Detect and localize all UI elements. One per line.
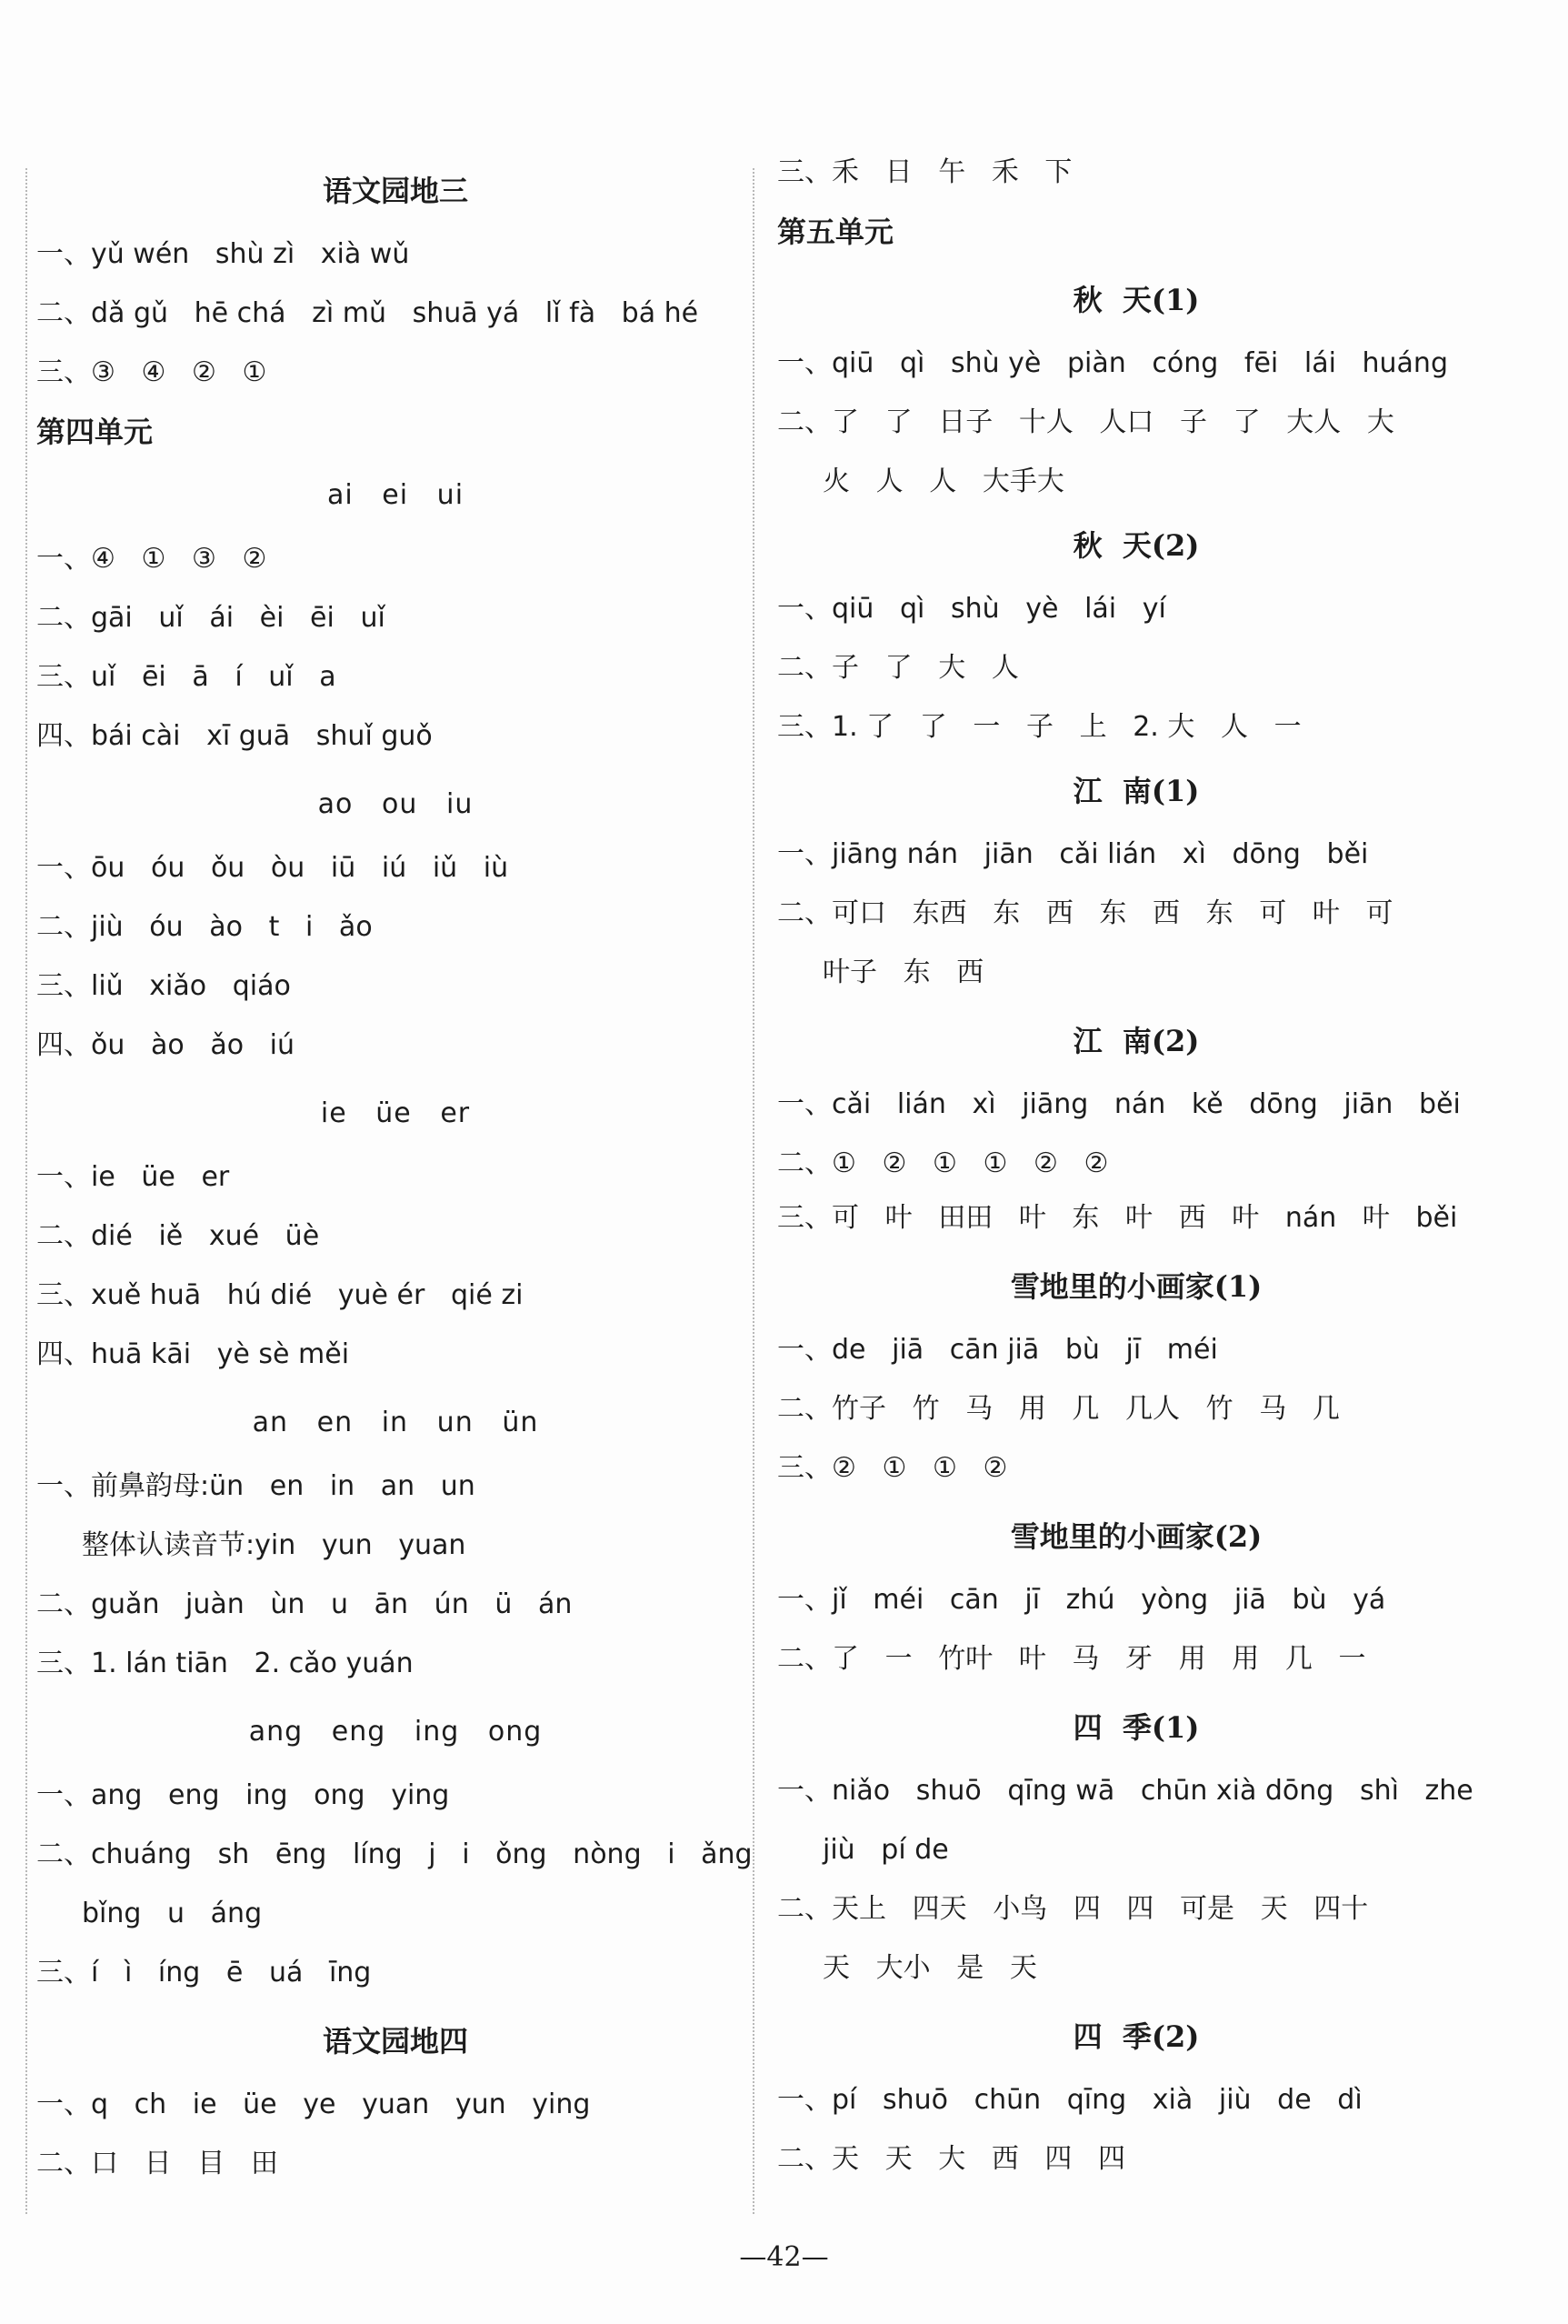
answer-line: 二、竹子 竹 马 用 几 几人 竹 马 几 xyxy=(777,1393,1340,1425)
answer-line: 二、了 一 竹叶 叶 马 牙 用 用 几 一 xyxy=(777,1643,1366,1675)
answer-line: 叶子 东 西 xyxy=(823,957,984,988)
section-heading: 四 季(1) xyxy=(1073,1710,1200,1745)
section-heading: 语文园地四 xyxy=(322,2024,468,2059)
answer-line: 整体认读音节:yin yun yuan xyxy=(82,1529,466,1561)
answer-line: 三、liǔ xiǎo qiáo xyxy=(36,970,291,1002)
right-column xyxy=(777,0,1495,2324)
answer-line: 三、uǐ ēi ā í uǐ a xyxy=(36,661,336,693)
section-heading: 江 南(1) xyxy=(1073,774,1200,808)
answer-line: 三、禾 日 午 禾 下 xyxy=(777,156,1073,188)
answer-line: 三、可 叶 田田 叶 东 叶 西 叶 nán 叶 běi xyxy=(777,1202,1458,1234)
answer-line: 一、cǎi lián xì jiāng nán kě dōng jiān běi xyxy=(777,1088,1461,1120)
lesson-subheading: ai ei ui xyxy=(326,479,464,511)
answer-line: 二、gāi uǐ ái èi ēi uǐ xyxy=(36,602,385,634)
answer-line: 二、天 天 大 西 四 四 xyxy=(777,2143,1126,2175)
section-heading: 语文园地三 xyxy=(322,174,468,208)
lesson-subheading: ao ou iu xyxy=(317,788,474,820)
answer-line: 二、chuáng sh ēng líng j i ǒng nòng i ǎng xyxy=(36,1838,753,1870)
answer-line: 天 大小 是 天 xyxy=(823,1952,1037,1984)
answer-line: 一、qiū qì shù yè lái yí xyxy=(777,593,1166,625)
answer-line: 四、huā kāi yè sè měi xyxy=(36,1338,350,1370)
answer-line: 一、de jiā cān jiā bù jī méi xyxy=(777,1334,1218,1366)
answer-line: 四、bái cài xī guā shuǐ guǒ xyxy=(36,720,433,752)
answer-line: 一、前鼻韵母:ün en in an un xyxy=(36,1470,475,1502)
answer-line: 二、① ② ① ① ② ② xyxy=(777,1147,1109,1179)
answer-line: 二、guǎn juàn ùn u ān ún ü án xyxy=(36,1588,573,1620)
unit-title: 第四单元 xyxy=(36,415,154,449)
section-heading: 秋 天(2) xyxy=(1073,528,1200,563)
section-heading: 雪地里的小画家(2) xyxy=(1010,1519,1263,1554)
answer-line: 一、q ch ie üe ye yuan yun ying xyxy=(36,2089,591,2120)
answer-line: 一、jǐ méi cān jī zhú yòng jiā bù yá xyxy=(777,1584,1386,1616)
section-heading: 江 南(2) xyxy=(1073,1024,1200,1058)
page-number: —42— xyxy=(739,2241,829,2273)
answer-line: 一、pí shuō chūn qīng xià jiù de dì xyxy=(777,2084,1363,2116)
answer-line: 三、í ì íng ē uá īng xyxy=(36,1957,372,1988)
answer-line: 二、子 了 大 人 xyxy=(777,652,1019,684)
answer-line: 二、dǎ gǔ hē chá zì mǔ shuā yá lǐ fà bá hé xyxy=(36,297,699,329)
answer-line: 三、② ① ① ② xyxy=(777,1452,1008,1484)
answer-line: 四、ǒu ào ǎo iú xyxy=(36,1029,295,1061)
section-heading: 四 季(2) xyxy=(1073,2019,1200,2054)
answer-line: 三、1. 了 了 一 子 上 2. 大 人 一 xyxy=(777,711,1302,743)
answer-line: 一、qiū qì shù yè piàn cóng fēi lái huáng xyxy=(777,347,1448,379)
answer-line: 一、niǎo shuō qīng wā chūn xià dōng shì zhe xyxy=(777,1775,1473,1807)
answer-line: 二、dié iě xué üè xyxy=(36,1220,320,1252)
answer-line: jiù pí de xyxy=(823,1834,949,1866)
answer-line: 二、可口 东西 东 西 东 西 东 可 叶 可 xyxy=(777,897,1393,929)
answer-line: 一、yǔ wén shù zì xià wǔ xyxy=(36,238,410,270)
answer-line: bǐng u áng xyxy=(82,1898,263,1929)
answer-line: 二、口 日 目 田 xyxy=(36,2148,278,2179)
answer-line: 一、④ ① ③ ② xyxy=(36,543,267,575)
lesson-subheading: ie üe er xyxy=(320,1097,471,1129)
left-column xyxy=(36,0,754,2324)
lesson-subheading: an en in un ün xyxy=(252,1407,539,1438)
section-heading: 雪地里的小画家(1) xyxy=(1010,1269,1263,1304)
lesson-subheading: ang eng ing ong xyxy=(248,1716,543,1748)
answer-line: 三、③ ④ ② ① xyxy=(36,356,267,388)
answer-line: 一、ang eng ing ong ying xyxy=(36,1779,450,1811)
answer-line: 二、天上 四天 小鸟 四 四 可是 天 四十 xyxy=(777,1893,1369,1925)
section-heading: 秋 天(1) xyxy=(1073,283,1200,317)
answer-line: 二、jiù óu ào t i ǎo xyxy=(36,911,373,943)
left-margin-rule xyxy=(25,168,27,2214)
answer-line: 二、了 了 日子 十人 人口 子 了 大人 大 xyxy=(777,406,1394,438)
answer-line: 一、ie üe er xyxy=(36,1161,230,1193)
answer-line: 一、ōu óu ǒu òu iū iú iǔ iù xyxy=(36,852,509,884)
answer-line: 一、jiāng nán jiān cǎi lián xì dōng běi xyxy=(777,838,1369,870)
unit-title: 第五单元 xyxy=(777,215,894,249)
answer-line: 三、xuě huā hú dié yuè ér qié zi xyxy=(36,1279,524,1311)
answer-line: 三、1. lán tiān 2. cǎo yuán xyxy=(36,1648,414,1679)
answer-line: 火 人 人 大手大 xyxy=(823,466,1064,497)
